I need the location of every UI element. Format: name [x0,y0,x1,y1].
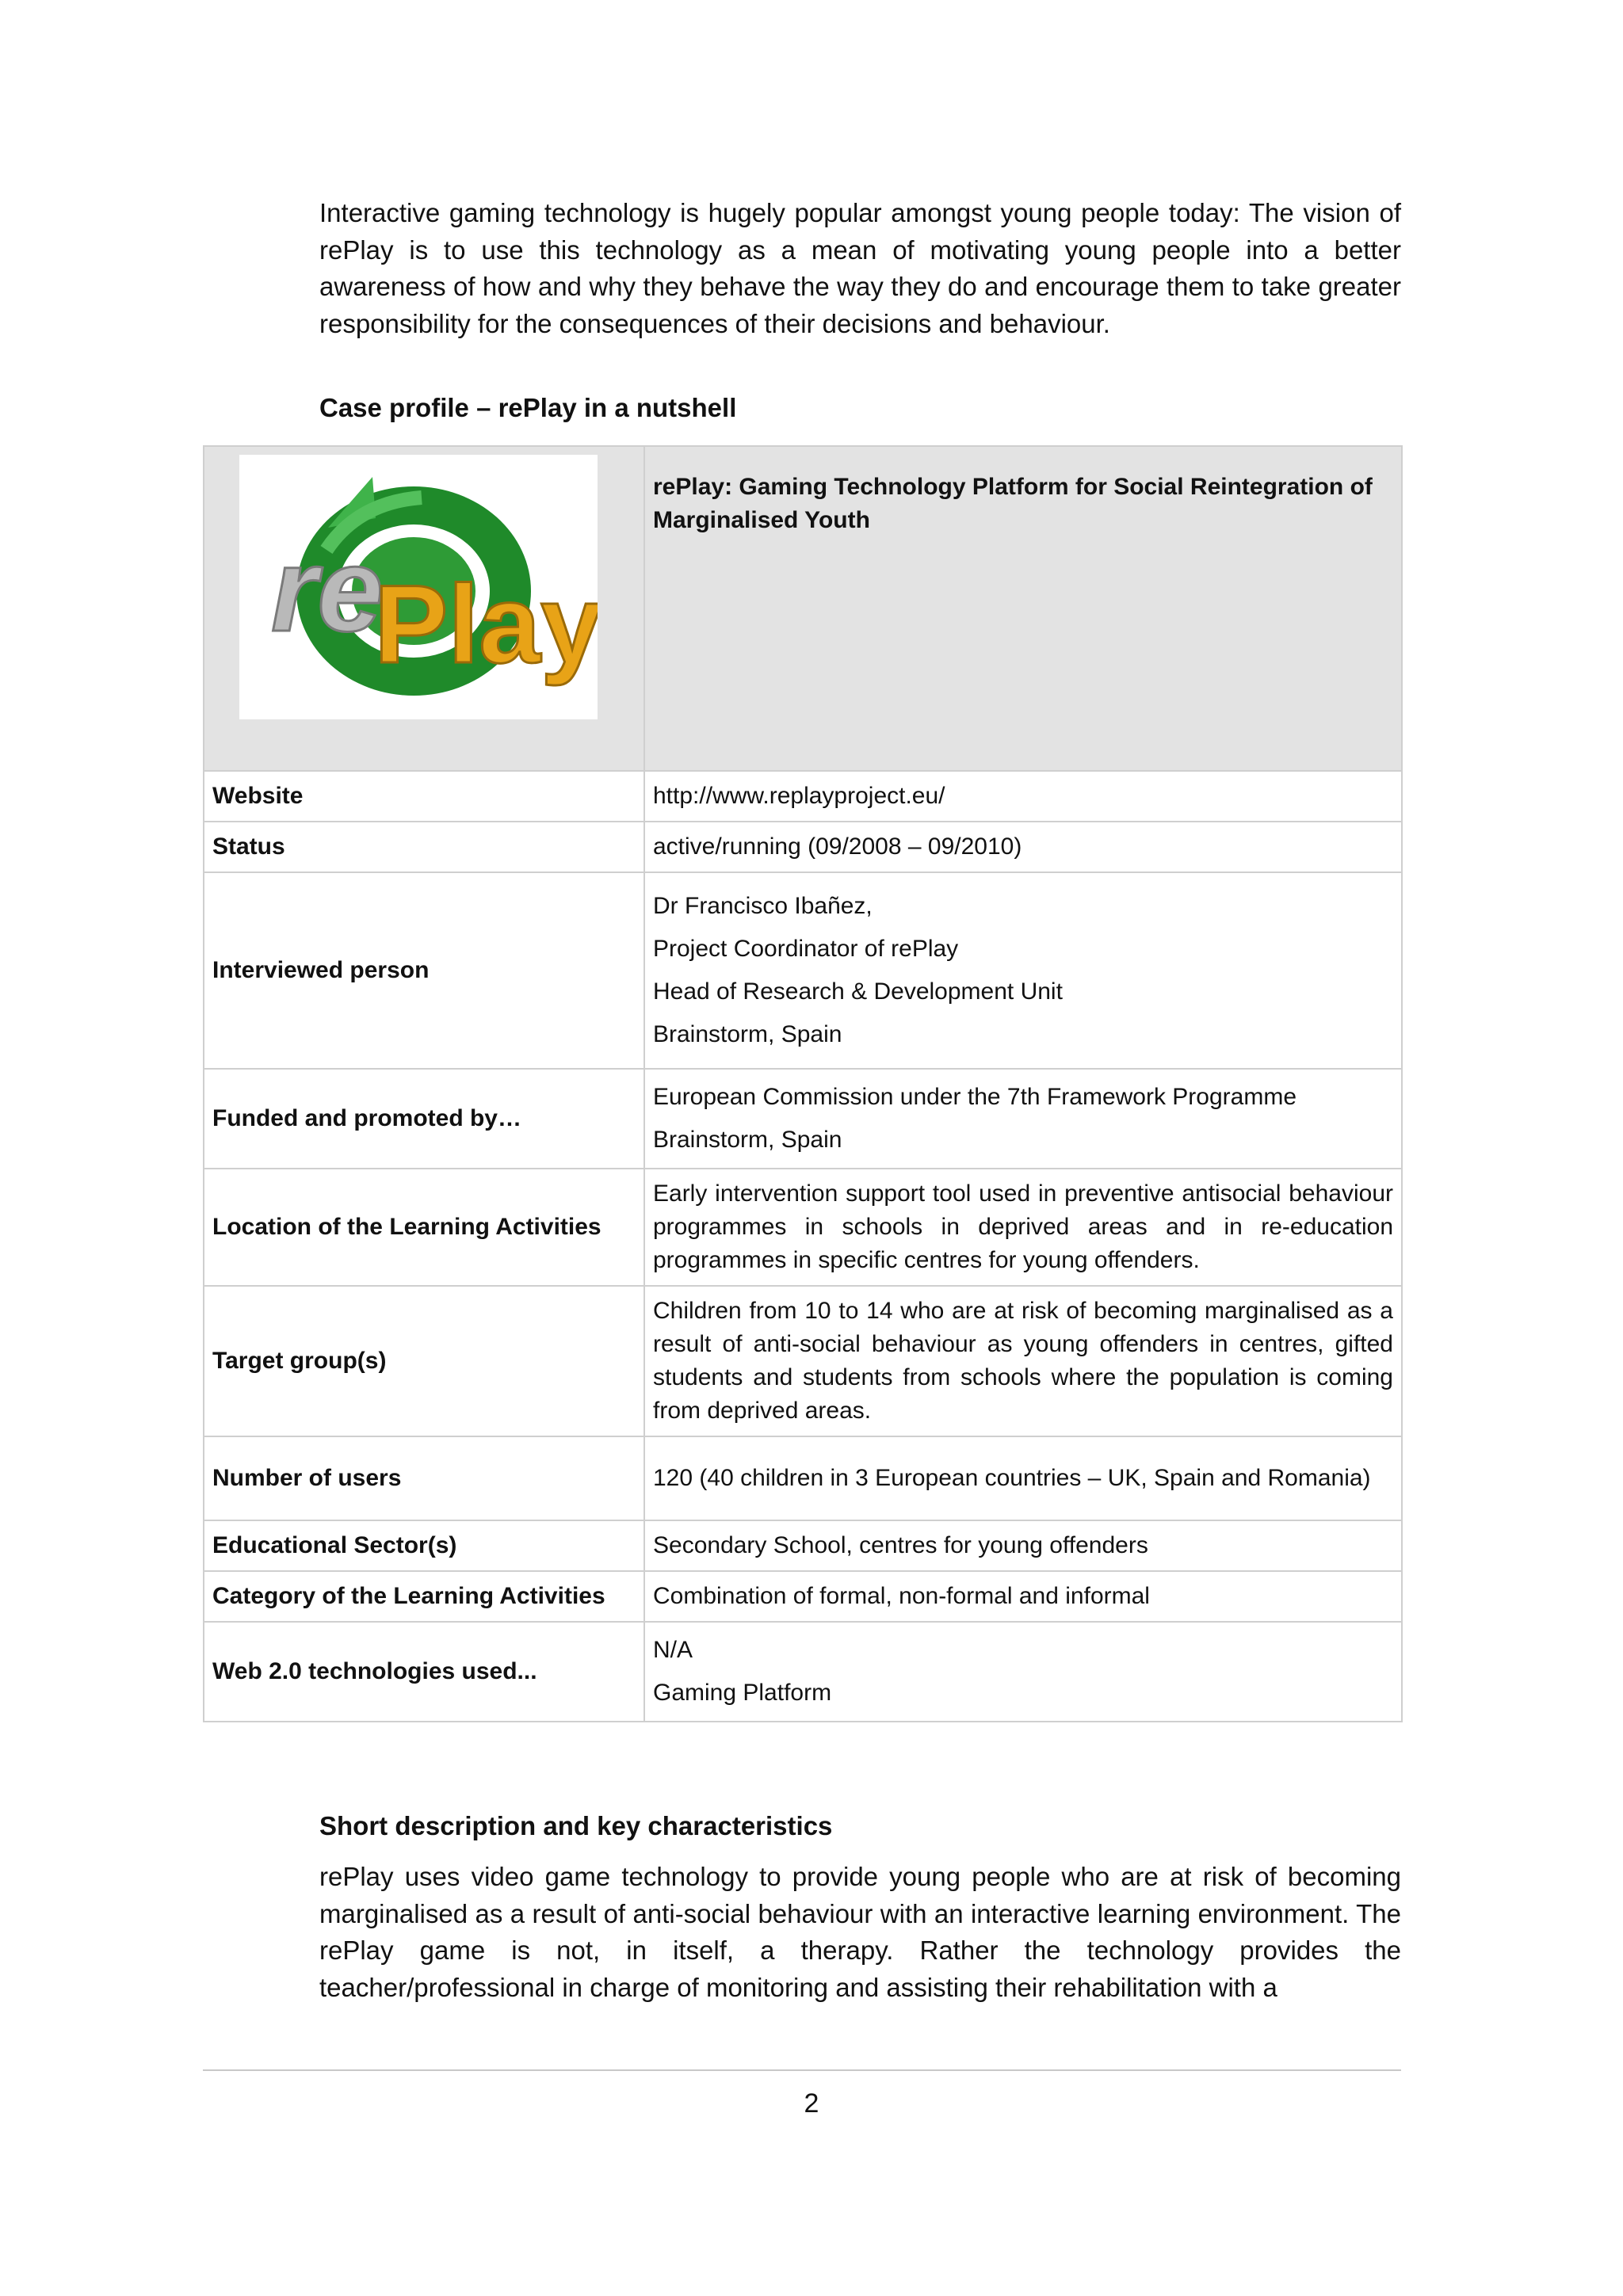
interviewed-org: Brainstorm, Spain [653,1021,842,1047]
replay-logo [239,455,598,719]
project-title: rePlay: Gaming Technology Platform for Social Reintegration of Marginalised Youth [644,446,1402,771]
users-label: Number of users [204,1436,644,1520]
funded-value [644,1069,1402,1169]
page-number: 2 [804,2088,819,2119]
table-row [204,1436,1402,1520]
web-value [644,1622,1402,1722]
location-value: Early intervention support tool used in preventive antisocial behaviour programmes in schools in deprived areas and in re-education programmes in specific centres for young offenders. [644,1169,1402,1286]
sector-value: Secondary School, centres for young offenders [644,1520,1402,1571]
table-row [204,1571,1402,1622]
svg-text:re: re [271,523,384,656]
interviewed-role: Project Coordinator of rePlay [653,936,959,962]
table-row [204,1520,1402,1571]
funded-label: Funded and promoted by… [204,1069,644,1169]
replay-logo-icon [239,455,598,719]
description-heading: Short description and key characteristics [319,1811,833,1840]
case-profile-table [203,445,1403,1722]
target-value: Children from 10 to 14 who are at risk of becoming marginalised as a result of anti-social behaviour as young offenders in centres, gifted students and students from schools where the population is coming from deprived areas. [644,1286,1402,1436]
target-label: Target group(s) [204,1286,644,1436]
status-value: active/running (09/2008 – 09/2010) [644,822,1402,872]
description-paragraph: rePlay uses video game technology to provide young people who are at risk of becoming marginalised as a result of anti-social behaviour with an interactive learning environment. The rePlay game is not, in itself, a therapy. Rather the technology provides the teacher/professional in charge of monitoring and assisting their rehabilitation with a [319,1862,1401,2002]
table-row [204,872,1402,1069]
interviewed-unit: Head of Research & Development Unit [653,978,1063,1005]
web-gaming: Gaming Platform [653,1680,832,1706]
table-row [204,1286,1402,1436]
case-profile-heading: Case profile – rePlay in a nutshell [319,393,737,422]
logo-cell [204,446,644,771]
table-row [204,771,1402,822]
interviewed-label: Interviewed person [204,872,644,1069]
status-label: Status [204,822,644,872]
intro-paragraph: Interactive gaming technology is hugely popular amongst young people today: The vision of rePlay is to use this technology as a mean of motivating young people into a better awareness of how and why they behave the way they do and encourage them to take greater responsibility for the consequences of their decisions and behaviour. [319,198,1401,338]
category-value: Combination of formal, non-formal and informal [644,1571,1402,1622]
users-value: 120 (40 children in 3 European countries – UK, Spain and Romania) [644,1436,1402,1520]
funded-ec: European Commission under the 7th Framework Programme [653,1084,1297,1110]
location-label: Location of the Learning Activities [204,1169,644,1286]
table-row [204,1622,1402,1722]
web-label: Web 2.0 technologies used... [204,1622,644,1722]
table-row [204,822,1402,872]
funded-org: Brainstorm, Spain [653,1127,842,1153]
footer-divider [203,2069,1401,2071]
category-label: Category of the Learning Activities [204,1571,644,1622]
sector-label: Educational Sector(s) [204,1520,644,1571]
table-row [204,1069,1402,1169]
website-value[interactable]: http://www.replayproject.eu/ [644,771,1402,822]
svg-text:Play: Play [374,562,598,686]
website-label: Website [204,771,644,822]
web-na: N/A [653,1637,693,1663]
interviewed-value [644,872,1402,1069]
table-row [204,1169,1402,1286]
table-row [204,446,1402,771]
interviewed-name: Dr Francisco Ibañez, [653,893,873,919]
